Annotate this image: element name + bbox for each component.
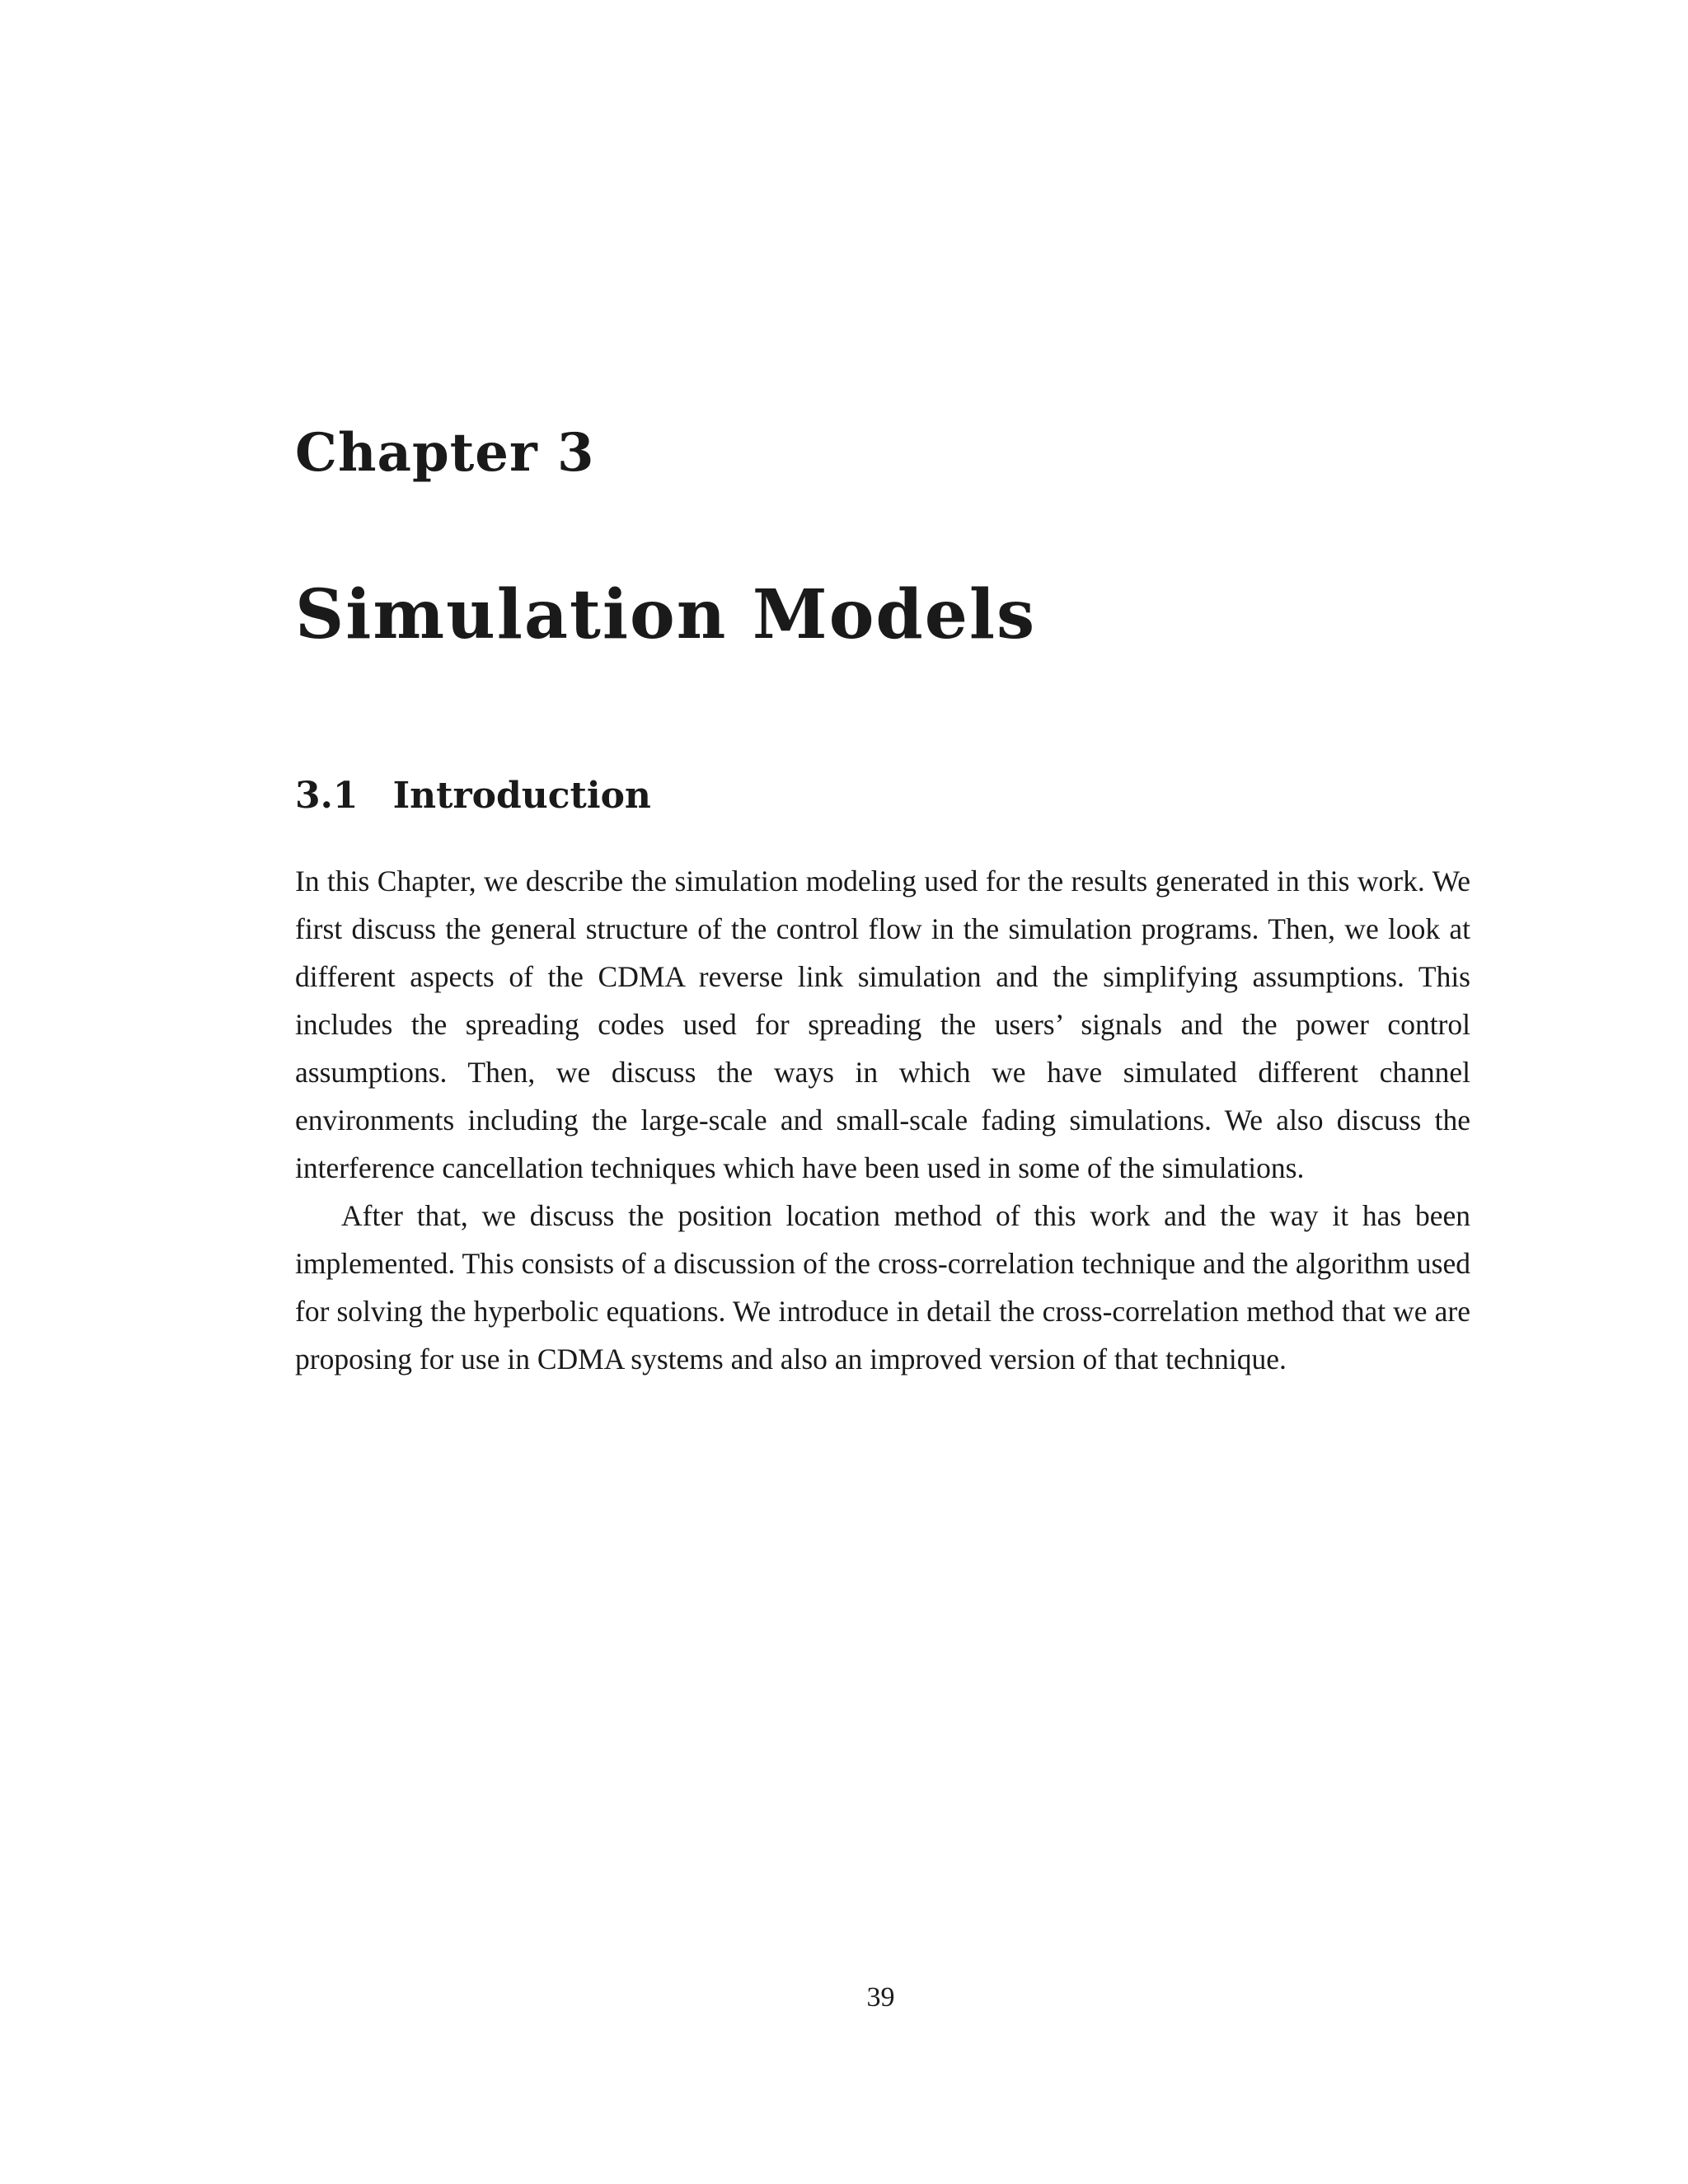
body-text: [295, 857, 1470, 1383]
section-number: 3.1: [295, 775, 359, 817]
chapter-label: Chapter 3: [295, 422, 595, 484]
paragraph-intro: In this Chapter, we describe the simulation modeling used for the results generated in this work. We first discuss the general structure of the control flow in the simulation programs. Then, we look at different aspects of the CDMA reverse link simulation and the simplifying assumptions. This includes the spreading codes used for spreading the users’ signals and the power control assumptions. Then, we discuss the ways in which we have simulated different channel environments including the large-scale and small-scale fading simulations. We also discuss the interference cancellation techniques which have been used in some of the simulations.: [295, 865, 1470, 1184]
paragraph-position-location: After that, we discuss the position location method of this work and the way it has been implemented. This consists of a discussion of the cross-correlation technique and the algorithm used for solving the hyperbolic equations. We introduce in detail the cross-correlation method that we are proposing for use in CDMA systems and also an improved version of that technique.: [295, 1199, 1470, 1376]
page-number: 39: [866, 1982, 895, 2013]
section-title: Introduction: [392, 775, 651, 817]
section-heading: [295, 775, 651, 818]
chapter-title: Simulation Models: [295, 575, 1037, 654]
